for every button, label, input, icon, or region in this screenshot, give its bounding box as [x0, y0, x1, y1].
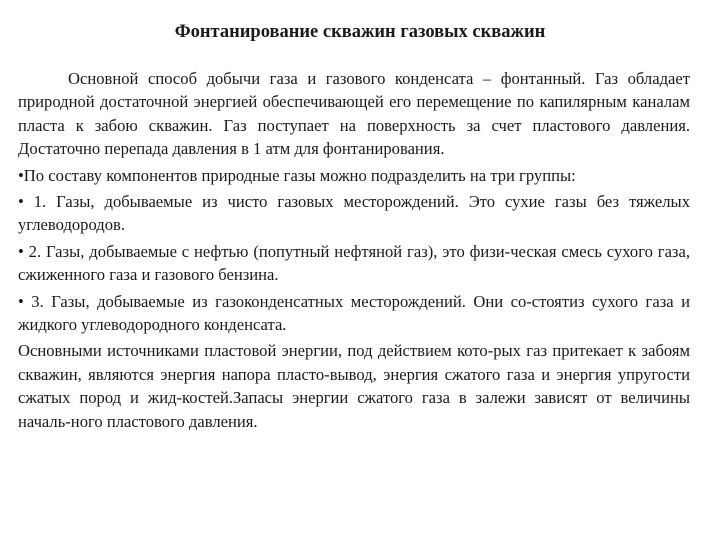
energy-sources-paragraph: Основными источниками пластовой энергии, под действием кото-рых газ притекает к забоям скважин, являются энергия напора пласто-вывод, энергия сжатого газа и энергия упругости сжатых пород и жид-костей.Запасы энергии сжатого газа в залежи зависят от величины началь-ного пластового давления. — [18, 341, 690, 431]
intro-paragraph: Основной способ добычи газа и газового конденсата – фонтанный. Газ обладает природной достаточной энергией обеспечивающей его перемещение по капилярным каналам пласта к забою скважин. Газ поступает на поверхность за счет пластового давления. Достаточно перепада давления в 1 атм для фонтанирования. — [18, 69, 690, 159]
group-3-bullet: • 3. Газы, добываемые из газоконденсатных месторождений. Они со-стоятиз сухого газа и жидкого углеводородного конденсата. — [18, 291, 690, 335]
slide-body — [18, 67, 690, 436]
slide-title: Фонтанирование скважин газовых скважин — [174, 22, 546, 42]
group-2-bullet: • 2. Газы, добываемые с нефтью (попутный нефтяной газ), это физи-ческая смесь сухого газа, сжиженного газа и газового бензина. — [18, 241, 690, 285]
groups-intro-bullet: •По составу компонентов природные газы можно подразделить на три группы: — [18, 165, 576, 185]
group-1-bullet: • 1. Газы, добываемые из чисто газовых месторождений. Это сухие газы без тяжелых углеводородов. — [18, 192, 690, 235]
